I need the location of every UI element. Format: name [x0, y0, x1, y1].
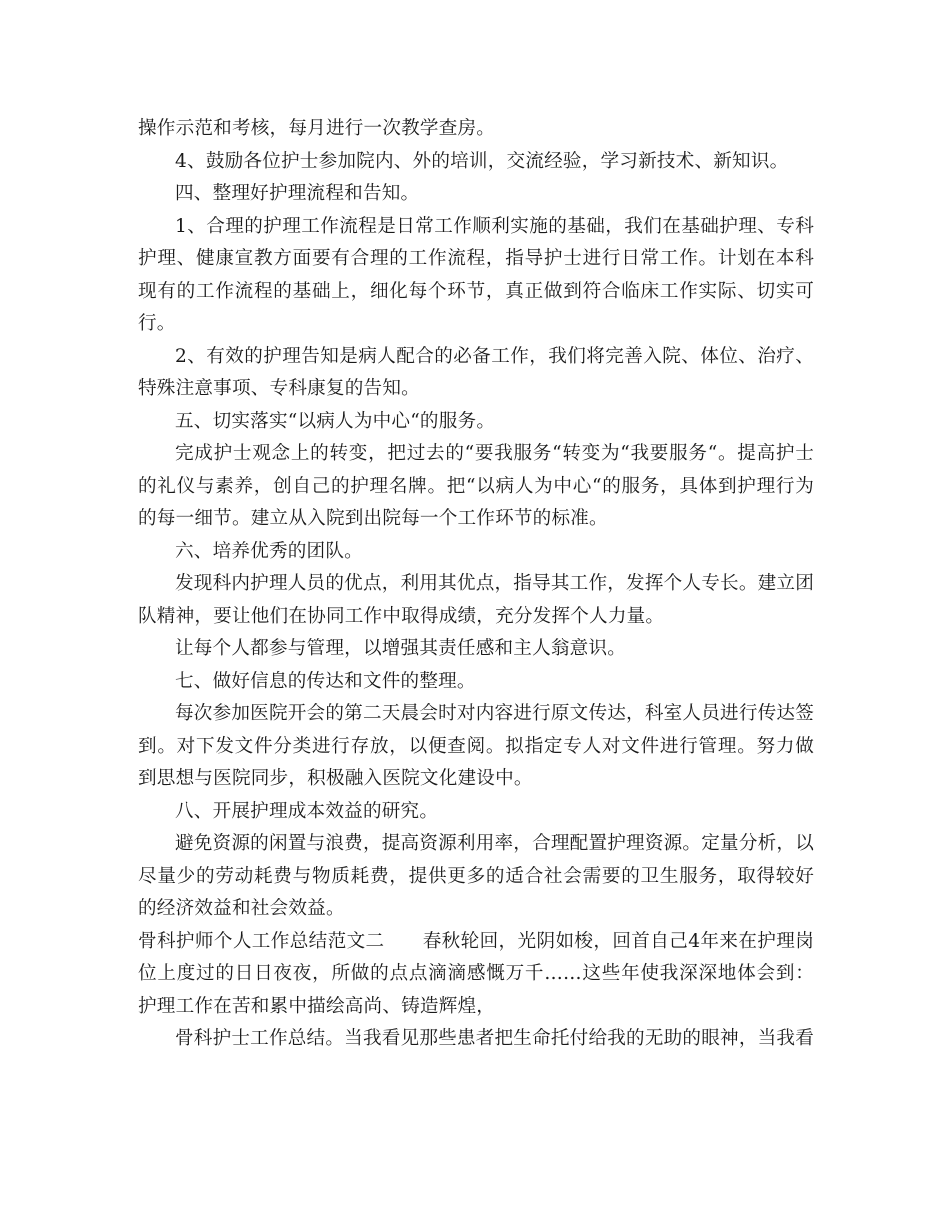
paragraph: 操作示范和考核，每月进行一次教学查房。	[138, 118, 496, 139]
section-heading: 六、培养优秀的团队。	[175, 540, 363, 562]
paragraph: 避免资源的闲置与浪费，提高资源利用率，合理配置护理资源。定量分析，以尽量少的劳动耗费与物质耗费，提供更多的适合社会需要的卫生服务，取得较好的经济效益和社会效益。	[138, 833, 814, 919]
article-title: 骨科护师个人工作总结范文二	[138, 930, 385, 952]
section-heading: 八、开展护理成本效益的研究。	[175, 800, 439, 822]
article-lead: 春秋轮回，光阴如梭，回首自己4年来在护理岗位上度过的日日夜夜，所做的点点滴滴感慨万千……这些年使我深深地体会到：护理工作在苦和累中描绘高尚、铸造辉煌，	[138, 930, 814, 1017]
paragraph: 骨科护士工作总结。当我看见那些患者把生命托付给我的无助的眼神，当我看	[175, 1028, 814, 1049]
section-heading: 七、做好信息的传达和文件的整理。	[175, 670, 476, 692]
paragraph: 让每个人都参与管理，以增强其责任感和主人翁意识。	[175, 638, 627, 659]
document-body	[138, 113, 814, 1056]
paragraph: 每次参加医院开会的第二天晨会时对内容进行原文传达，科室人员进行传达签到。对下发文件分类进行存放，以便查阅。拟指定专人对文件进行管理。努力做到思想与医院同步，积极融入医院文化建设中。	[138, 703, 814, 789]
section-heading: 四、整理好护理流程和告知。	[175, 183, 420, 204]
paragraph: 1、合理的护理工作流程是日常工作顺利实施的基础，我们在基础护理、专科护理、健康宣教方面要有合理的工作流程，指导护士进行日常工作。计划在本科现有的工作流程的基础上，细化每个环节，真正做到符合临床工作实际、切实可行。	[138, 215, 814, 334]
article-section-start	[138, 926, 814, 1024]
paragraph: 4、鼓励各位护士参加院内、外的培训，交流经验，学习新技术、新知识。	[175, 150, 789, 172]
paragraph: 2、有效的护理告知是病人配合的必备工作，我们将完善入院、体位、治疗、特殊注意事项、专科康复的告知。	[138, 345, 814, 399]
paragraph: 发现科内护理人员的优点，利用其优点，指导其工作，发挥个人专长。建立团队精神，要让他们在协同工作中取得成绩，充分发挥个人力量。	[138, 573, 814, 627]
section-heading: 五、切实落实“以病人为中心“的服务。	[175, 410, 496, 432]
paragraph: 完成护士观念上的转变，把过去的“要我服务“转变为“我要服务“。提高护士的礼仪与素养，创自己的护理名牌。把“以病人为中心“的服务，具体到护理行为的每一细节。建立从入院到出院每一个工作环节的标准。	[138, 443, 814, 529]
